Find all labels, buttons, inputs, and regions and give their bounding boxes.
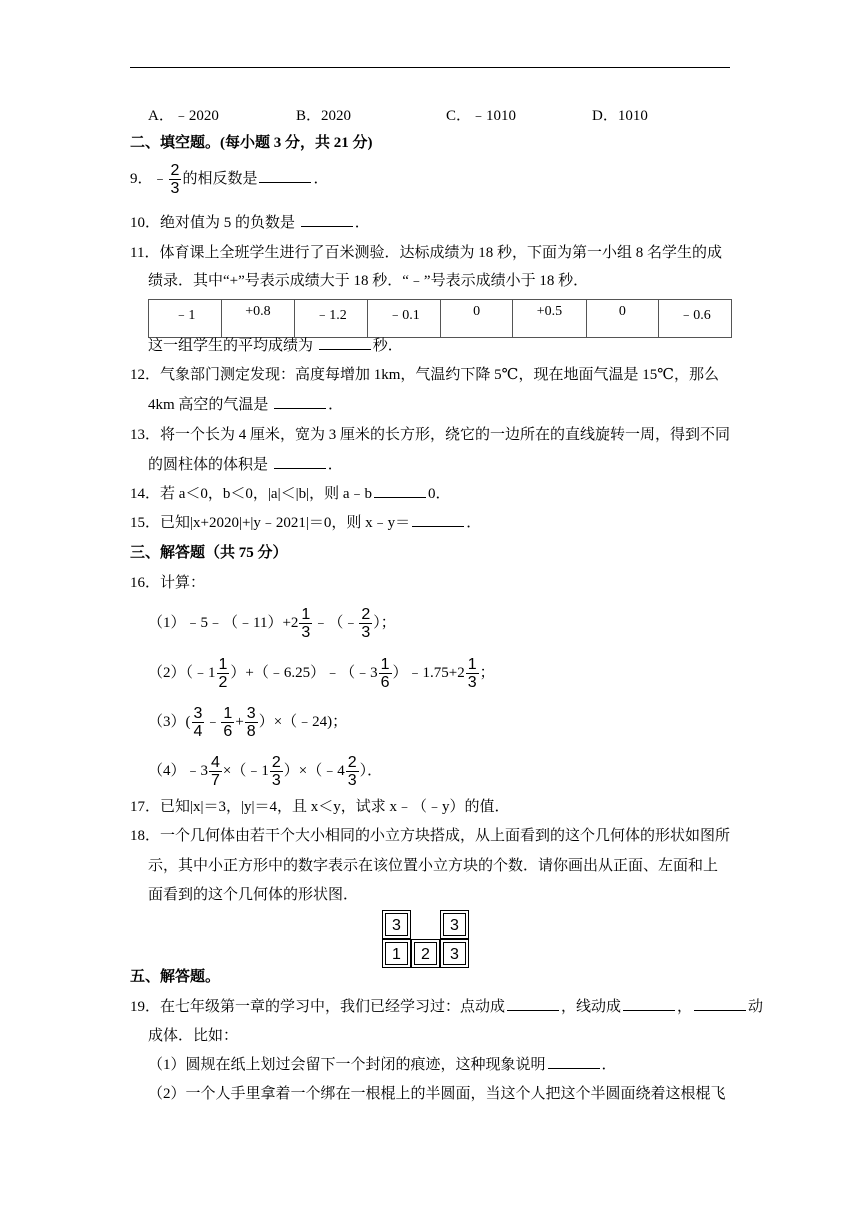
answer-blank xyxy=(694,996,746,1011)
q11-after-end: 秒． xyxy=(372,338,403,354)
p1-c: ）； xyxy=(373,614,396,631)
fraction xyxy=(359,606,372,641)
q19-line3-end: ． xyxy=(601,1057,617,1073)
question-16-title: 16．计算： xyxy=(130,575,206,591)
q16-part-1 xyxy=(148,606,396,641)
q13-end: ． xyxy=(327,457,343,473)
p4-d: ）． xyxy=(359,762,383,779)
question-18-line3: 面看到的这个几何体的形状图． xyxy=(148,887,359,903)
numerator: 2 xyxy=(271,754,281,771)
mixed-fraction xyxy=(209,754,222,789)
question-11-line2: 绩录．其中“+”号表示成绩大于 18 秒．“﹣”号表示成绩小于 18 秒． xyxy=(148,273,589,289)
q9-denominator: 3 xyxy=(170,180,180,197)
q19-text-a: 19．在七年级第一章的学习中，我们已经学习过：点动成 xyxy=(130,999,506,1015)
q9-text: 的相反数是 xyxy=(182,170,258,187)
q10-end: ． xyxy=(354,215,370,231)
numerator: 1 xyxy=(218,656,228,673)
grid-cell: 3 xyxy=(440,939,469,968)
denominator: 7 xyxy=(211,772,220,789)
top-view-grid xyxy=(382,910,476,972)
option-d: D．1010 xyxy=(592,108,648,124)
denominator: 6 xyxy=(380,674,390,691)
denominator: 3 xyxy=(347,772,357,789)
q12-end: ． xyxy=(328,397,344,413)
question-19-line3 xyxy=(148,1054,617,1076)
denominator: 8 xyxy=(246,723,256,740)
fraction xyxy=(221,705,234,740)
option-c: C．﹣1010 xyxy=(446,108,517,124)
mixed-fraction xyxy=(217,656,230,691)
question-12-line1: 12．气象部门测定发现：高度每增加 1km，气温约下降 5℃，现在地面气温是 15℃，那么 xyxy=(130,367,719,383)
numerator: 4 xyxy=(211,754,220,771)
answer-blank xyxy=(507,996,559,1011)
question-9 xyxy=(130,162,328,197)
mixed-fraction xyxy=(466,656,479,691)
question-11-line1: 11．体育课上全班学生进行了百米测验．达标成绩为 18 秒，下面为第一小组 8 名学生的成 xyxy=(130,245,722,261)
header-rule xyxy=(130,67,730,68)
p2-b: ）+（﹣6.25）﹣（﹣3 xyxy=(230,664,378,681)
mixed-fraction xyxy=(346,754,359,789)
q11-after-text: 这一组学生的平均成绩为 xyxy=(148,338,317,354)
numerator: 2 xyxy=(347,754,357,771)
q10-text: 10．绝对值为 5 的负数是 xyxy=(130,215,299,231)
grid-cell: 3 xyxy=(440,910,469,939)
section-2-heading: 二、填空题。(每小题 3 分，共 21 分) xyxy=(130,135,373,151)
q9-end: ． xyxy=(313,170,329,187)
section-3-heading: 三、解答题（共 75 分） xyxy=(130,545,288,561)
question-19-line4: （2）一个人手里拿着一个绑在一根棍上的半圆面，当这个人把这个半圆面绕着这根棍飞 xyxy=(148,1086,726,1102)
denominator: 2 xyxy=(218,674,228,691)
p3-b: ﹣ xyxy=(205,713,221,730)
denominator: 3 xyxy=(467,674,477,691)
question-11-after xyxy=(148,335,403,357)
q19-line3-text: （1）圆规在纸上划过会留下一个封闭的痕迹，这种现象说明 xyxy=(148,1057,546,1073)
score-cell: 0 xyxy=(586,300,658,338)
mixed-fraction xyxy=(299,606,312,641)
table-row xyxy=(149,300,732,338)
p4-a: （4）﹣3 xyxy=(148,762,209,779)
q16-part-2 xyxy=(148,656,495,691)
answer-blank xyxy=(548,1054,600,1069)
option-a: A．﹣2020 xyxy=(148,108,219,124)
q15-text: 15．已知|x+2020|+|y﹣2021|＝0，则 x﹣y＝ xyxy=(130,515,411,531)
denominator: 3 xyxy=(301,624,311,641)
mixed-fraction xyxy=(379,656,392,691)
numerator: 1 xyxy=(380,656,390,673)
q12-line2-text: 4km 高空的气温是 xyxy=(148,397,273,413)
p3-c: + xyxy=(235,713,244,730)
fraction xyxy=(192,705,205,740)
question-19-line1 xyxy=(130,996,763,1018)
numerator: 3 xyxy=(246,705,256,722)
q13-line2-text: 的圆柱体的体积是 xyxy=(148,457,272,473)
q14-end: 0． xyxy=(428,486,451,502)
p4-c: ）×（﹣4 xyxy=(283,762,345,779)
answer-blank xyxy=(259,168,311,183)
p2-c: ）﹣1.75+2 xyxy=(392,664,465,681)
question-12-line2 xyxy=(148,394,343,416)
q16-part-3 xyxy=(148,705,347,740)
q16-part-4 xyxy=(148,754,382,789)
q15-end: ． xyxy=(466,515,482,531)
q9-fraction xyxy=(169,162,182,197)
denominator: 6 xyxy=(223,723,233,740)
section-5-heading: 五、解答题。 xyxy=(130,969,221,985)
question-14 xyxy=(130,483,451,505)
question-15 xyxy=(130,512,481,534)
p2-a: （2）（﹣1 xyxy=(148,664,216,681)
score-cell: ﹣0.6 xyxy=(658,300,731,338)
q19-text-c: ， xyxy=(677,999,693,1015)
score-cell: +0.8 xyxy=(221,300,294,338)
grid-cell: 3 xyxy=(382,910,411,939)
p1-a: （1）﹣5﹣（﹣11）+2 xyxy=(148,614,299,631)
answer-blank xyxy=(301,212,353,227)
q9-sign: ﹣ xyxy=(152,170,168,187)
question-18-line1: 18．一个几何体由若干个大小相同的小立方块搭成，从上面看到的这个几何体的形状如图所 xyxy=(130,828,731,844)
denominator: 4 xyxy=(193,723,203,740)
p4-b: ×（﹣1 xyxy=(222,762,269,779)
question-18-line2: 示，其中小正方形中的数字表示在该位置小立方块的个数．请你画出从正面、左面和上 xyxy=(148,858,719,874)
question-10 xyxy=(130,212,370,234)
answer-blank xyxy=(319,335,371,350)
answer-blank xyxy=(623,996,675,1011)
fraction xyxy=(245,705,258,740)
score-cell: +0.5 xyxy=(513,300,586,338)
numerator: 1 xyxy=(301,606,311,623)
question-17: 17．已知|x|＝3，|y|＝4，且 x＜y，试求 x﹣（﹣y）的值． xyxy=(130,799,510,815)
q9-number: 9． xyxy=(130,170,153,187)
question-19-line2: 成体．比如： xyxy=(148,1028,239,1044)
numerator: 2 xyxy=(361,606,371,623)
grid-cell: 1 xyxy=(382,939,411,968)
answer-blank xyxy=(274,454,326,469)
question-13-line2 xyxy=(148,454,343,476)
q14-text: 14．若 a＜0，b＜0，|a|＜|b|，则 a﹣b xyxy=(130,486,372,502)
mixed-fraction xyxy=(270,754,283,789)
answer-blank xyxy=(374,483,426,498)
score-cell: 0 xyxy=(440,300,512,338)
grid-cell: 2 xyxy=(411,939,440,968)
p1-b: ﹣（﹣ xyxy=(313,614,359,631)
numerator: 1 xyxy=(467,656,477,673)
option-b: B．2020 xyxy=(296,108,352,124)
scores-table xyxy=(148,299,732,338)
numerator: 3 xyxy=(193,705,203,722)
numerator: 1 xyxy=(223,705,233,722)
q19-text-d: 动 xyxy=(748,999,764,1015)
p3-a: （3）( xyxy=(148,713,191,730)
p2-d: ； xyxy=(479,664,495,681)
denominator: 3 xyxy=(271,772,281,789)
score-cell: ﹣1 xyxy=(149,300,222,338)
q19-text-b: ，线动成 xyxy=(561,999,622,1015)
score-cell: ﹣0.1 xyxy=(368,300,441,338)
p3-d: ）×（﹣24)； xyxy=(258,713,348,730)
answer-blank xyxy=(274,394,326,409)
answer-blank xyxy=(412,512,464,527)
score-cell: ﹣1.2 xyxy=(295,300,368,338)
denominator: 3 xyxy=(361,624,371,641)
question-13-line1: 13．将一个长为 4 厘米，宽为 3 厘米的长方形，绕它的一边所在的直线旋转一周，得到不同 xyxy=(130,427,731,443)
q9-numerator: 2 xyxy=(170,162,180,179)
